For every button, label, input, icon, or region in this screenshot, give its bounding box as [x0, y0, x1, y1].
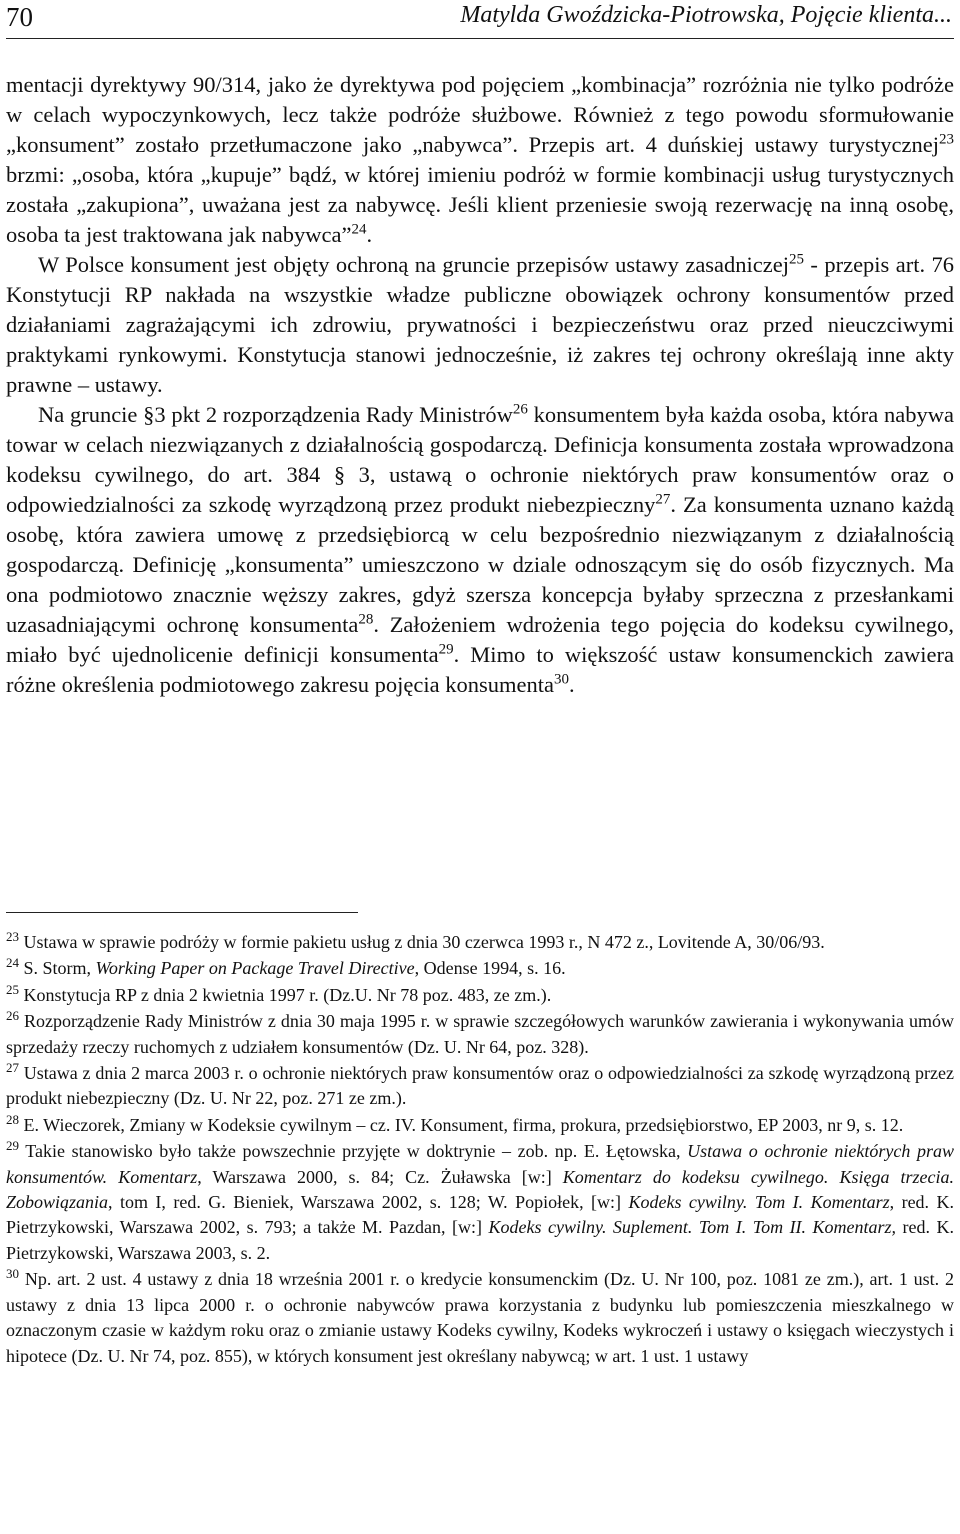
footnote-divider [6, 912, 358, 913]
footnote [6, 1009, 954, 1060]
footnote [6, 1267, 954, 1369]
footnote-text: S. Storm, [19, 958, 96, 979]
footnote-number: 29 [6, 1138, 19, 1154]
footnote-number: 30 [6, 1266, 19, 1282]
footnote-text: red. K. Pietrzykowski, Warszawa 2003, s. 2. [6, 1217, 955, 1263]
footnote [6, 983, 954, 1008]
paragraph [6, 70, 954, 250]
body-text [6, 70, 954, 700]
footnote-ref: 24 [351, 221, 367, 238]
text-run: . [568, 672, 575, 697]
footnote-text: E. Wieczorek, Zmiany w Kodeksie cywilnym – cz. IV. Konsument, firma, prokura, przedsiębiorstwo, EP 2003, nr 9, s. 12. [19, 1114, 904, 1135]
footnote-text: , Warszawa 2000, s. 84; Cz. Żuławska [w:] [197, 1166, 563, 1187]
footnote-title: Ustawa o ochronie niektórych praw konsumentów. Komentarz [6, 1141, 954, 1187]
footnote-ref: 27 [655, 491, 671, 508]
footnote-ref: 26 [512, 401, 528, 418]
footnotes [6, 930, 954, 1370]
footnote-ref: 30 [553, 671, 569, 688]
footnote [6, 1139, 954, 1266]
footnote-text: , tom I, red. G. Bieniek, Warszawa 2002, s. 128; W. Popiołek, [w:] [108, 1192, 629, 1213]
footnote-title: Kodeks cywilny. Suplement. Tom I. Tom II. Komentarz, [488, 1217, 897, 1238]
footnote-title: Komentarz do kodeksu cywilnego. Księga trzecia. Zobowiązania [6, 1166, 954, 1213]
paragraph [6, 250, 954, 400]
footnote-title: Kodeks cywilny. Tom I. Komentarz [628, 1192, 890, 1213]
footnote-ref: 29 [438, 641, 454, 658]
footnote-number: 23 [6, 929, 19, 944]
footnote-number: 27 [6, 1060, 19, 1076]
page-number: 70 [6, 2, 33, 32]
footnote-number: 25 [6, 981, 19, 997]
footnote [6, 956, 954, 981]
text-run: . [366, 222, 373, 247]
footnote-ref: 23 [939, 131, 954, 148]
footnote-text: Konstytucja RP z dnia 2 kwietnia 1997 r. (Dz.U. Nr 78 poz. 483, ze zm.). [19, 984, 552, 1005]
footnote-number: 24 [6, 955, 19, 971]
footnote-ref: 28 [358, 611, 374, 628]
text-run: . Za konsumenta uznano każdą osobę, która zawiera umowę z przedsiębiorcą w celu bezpośrednio niezwiązanym z działalnością gospodarczą. Definicję „konsumenta” umieszczono w dziale odnoszącym się do osób fizycznych. Ma ona podmiotowo znacznie węższy zakres, gdyż szersza koncepcja byłaby sprzeczna z przesłankami uzasadniającymi ochronę konsumenta [6, 492, 954, 637]
footnote-title: Working Paper on Package Travel Directive [95, 958, 415, 979]
footnote-text: Rozporządzenie Rady Ministrów z dnia 30 maja 1995 r. w sprawie szczegółowych warunków zawierania i wykonywania umów sprzedaży rzeczy ruchomych z udziałem konsumentów (Dz. U. Nr 64, poz. 328). [6, 1011, 954, 1057]
footnote-text: Takie stanowisko było także powszechnie przyjęte w doktrynie – zob. np. E. Łętowska, [19, 1141, 688, 1162]
text-run: Na gruncie §3 pkt 2 rozporządzenia Rady Ministrów [38, 402, 513, 427]
footnote-text: Np. art. 2 ust. 4 ustawy z dnia 18 września 2001 r. o kredycie konsumenckim (Dz. U. Nr 100, poz. 1081 ze zm.), art. 1 ust. 2 ustawy z dnia 13 lipca 2000 r. o ochronie nabywców prawa korzystania z budynku lub pomieszczenia mieszkalnego w oznaczonym czasie w każdym roku oraz o zmianie ustawy Kodeks cywilny, Kodeks wykroczeń i ustawy o księgach wieczystych i hipotece (Dz. U. Nr 74, poz. 855), w których konsument jest określany nabywcą; w art. 1 ust. 1 ustawy [6, 1269, 954, 1366]
text-run: mentacji dyrektywy 90/314, jako że dyrektywa pod pojęciem „kombinacja” rozróżnia nie tylko podróże w celach wypoczynkowych, lecz także podróże służbowe. Również z tego powodu sformułowanie „konsument” zostało przetłumaczone jako „nabywca”. Przepis art. 4 duńskiej ustawy turystycznej [6, 72, 954, 157]
footnote-text: Ustawa z dnia 2 marca 2003 r. o ochronie niektórych praw konsumentów oraz o odpowiedzialności za szkodę wyrządzoną przez produkt niebezpieczny (Dz. U. Nr 22, poz. 271 ze zm.). [6, 1063, 954, 1109]
footnote-ref: 25 [789, 251, 805, 268]
footnote-number: 26 [6, 1008, 19, 1024]
text-run: - przepis art. 76 Konstytucji RP nakłada na wszystkie władze publiczne obowiązek ochrony konsumentów przed działaniami zagrażającymi ich zdrowiu, prywatności i bezpieczeństwu oraz przed nieuczciwymi praktykami rynkowymi. Konstytucja stanowi jednocześnie, iż zakres tej ochrony określają inne akty prawne – ustawy. [6, 252, 954, 397]
footnote-number: 28 [6, 1111, 19, 1127]
text-run: konsumentem była każda osoba, która nabywa towar w celach niezwiązanych z działalnością gospodarczą. Definicja konsumenta została wprowadzona kodeksu cywilnego, do art. 384 § 3, ustawą o ochronie niektórych praw konsumentów oraz o odpowiedzialności za szkodę wyrządzoną przez produkt niebezpieczny [6, 402, 954, 517]
footnote [6, 1113, 954, 1138]
page-header [6, 0, 954, 39]
footnote [6, 930, 954, 955]
paragraph [6, 400, 954, 700]
footnote [6, 1061, 954, 1112]
text-run: . Mimo to większość ustaw konsumenckich zawiera różne określenia podmiotowego zakresu pojęcia konsumenta [6, 642, 954, 697]
footnote-text: Ustawa w sprawie podróży w formie pakietu usług z dnia 30 czerwca 1993 r., N 472 z., Lovitende A, 30/06/93. [19, 932, 825, 952]
footnote-text: , red. K. Pietrzykowski, Warszawa 2002, s. 793; a także M. Pazdan, [w:] [6, 1192, 955, 1238]
text-run: . Założeniem wdrożenia tego pojęcia do kodeksu cywilnego, miało być ujednolicenie definicji konsumenta [6, 612, 954, 667]
running-title: Matylda Gwoździcka-Piotrowska, Pojęcie klienta... [460, 2, 952, 28]
footnote-text: , Odense 1994, s. 16. [414, 958, 566, 979]
text-run: brzmi: „osoba, która „kupuje” bądź, w której imieniu podróż w formie kombinacji usług turystycznych została „zakupiona”, uważana jest za nabywcę. Jeśli klient przeniesie swoją rezerwację na inną osobę, osoba ta jest traktowana jak nabywca” [6, 162, 954, 247]
text-run: W Polsce konsument jest objęty ochroną na gruncie przepisów ustawy zasadniczej [38, 252, 790, 277]
